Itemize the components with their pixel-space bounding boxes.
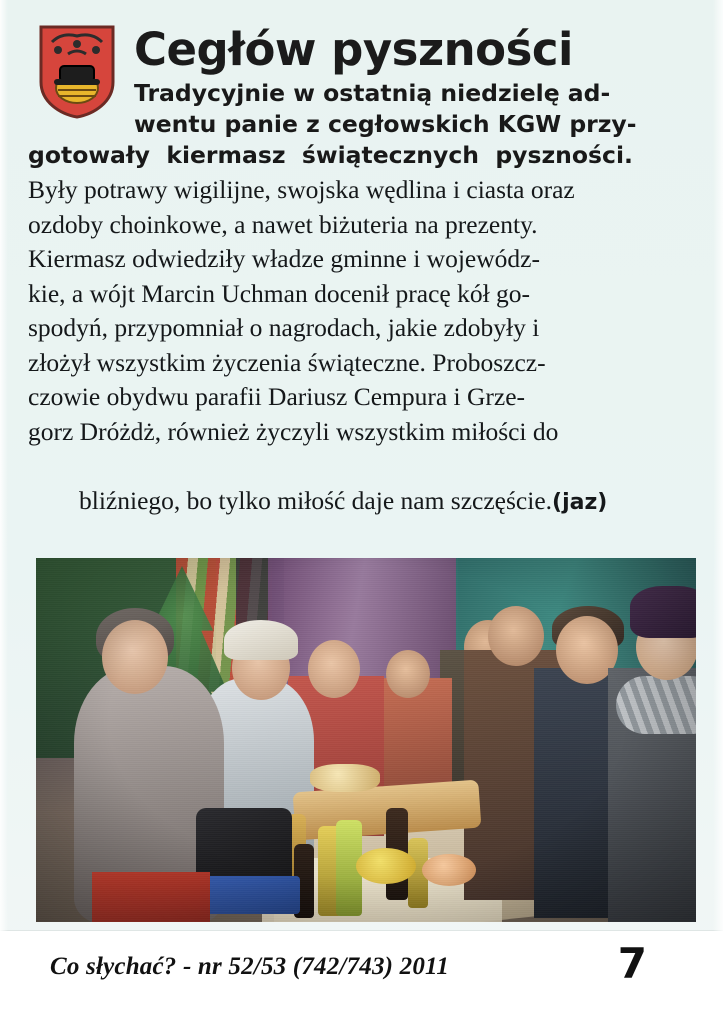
article-photo [36, 558, 696, 922]
article-body [28, 173, 695, 555]
article-lead-wide [28, 140, 695, 171]
body-line: Kiermasz odwiedziły władze gminne i wojewódz- [28, 244, 540, 273]
body-line: ozdoby choinkowe, a nawet biżuteria na prezenty. [28, 209, 538, 239]
body-line: gorz Dróżdż, również życzyli wszystkim miłości do [28, 416, 559, 446]
body-line: spodyń, przypomniał o nagrodach, jakie zdobyły i [28, 313, 540, 342]
lead-line: wentu panie z cegłowskich KGW przy- [134, 110, 637, 138]
photo-vignette [36, 558, 696, 922]
body-line: kie, a wójt Marcin Uchman docenił pracę kół go- [28, 278, 531, 308]
body-line: bliźniego, bo tylko miłość daje nam szczęście.(jaz) [79, 485, 608, 515]
article-header [0, 0, 723, 140]
scan-edge-left [0, 0, 8, 1024]
author-signature: (jaz) [552, 489, 608, 515]
article-lead [134, 78, 695, 140]
photo-scene [36, 558, 696, 922]
body-line: czowie obydwu parafii Dariusz Cempura i Grze- [28, 382, 526, 411]
lead-line: Tradycyjnie w ostatnią niedzielę ad- [134, 79, 611, 107]
body-line: złożył wszystkim życzenia świąteczne. Proboszcz- [28, 347, 546, 377]
page-footer [0, 930, 723, 1025]
coat-of-arms-icon [38, 24, 116, 120]
body-line: Były potrawy wigilijne, swojska wędlina i ciasta oraz [28, 175, 575, 204]
publication-info: Co słychać? - nr 52/53 (742/743) 2011 [50, 953, 450, 980]
lead-line: gotowały kiermasz świątecznych pyszności. [28, 141, 633, 169]
article-headline: Cegłów pyszności [134, 23, 573, 76]
page-number: 7 [617, 939, 647, 988]
scan-edge-right [713, 0, 723, 1024]
